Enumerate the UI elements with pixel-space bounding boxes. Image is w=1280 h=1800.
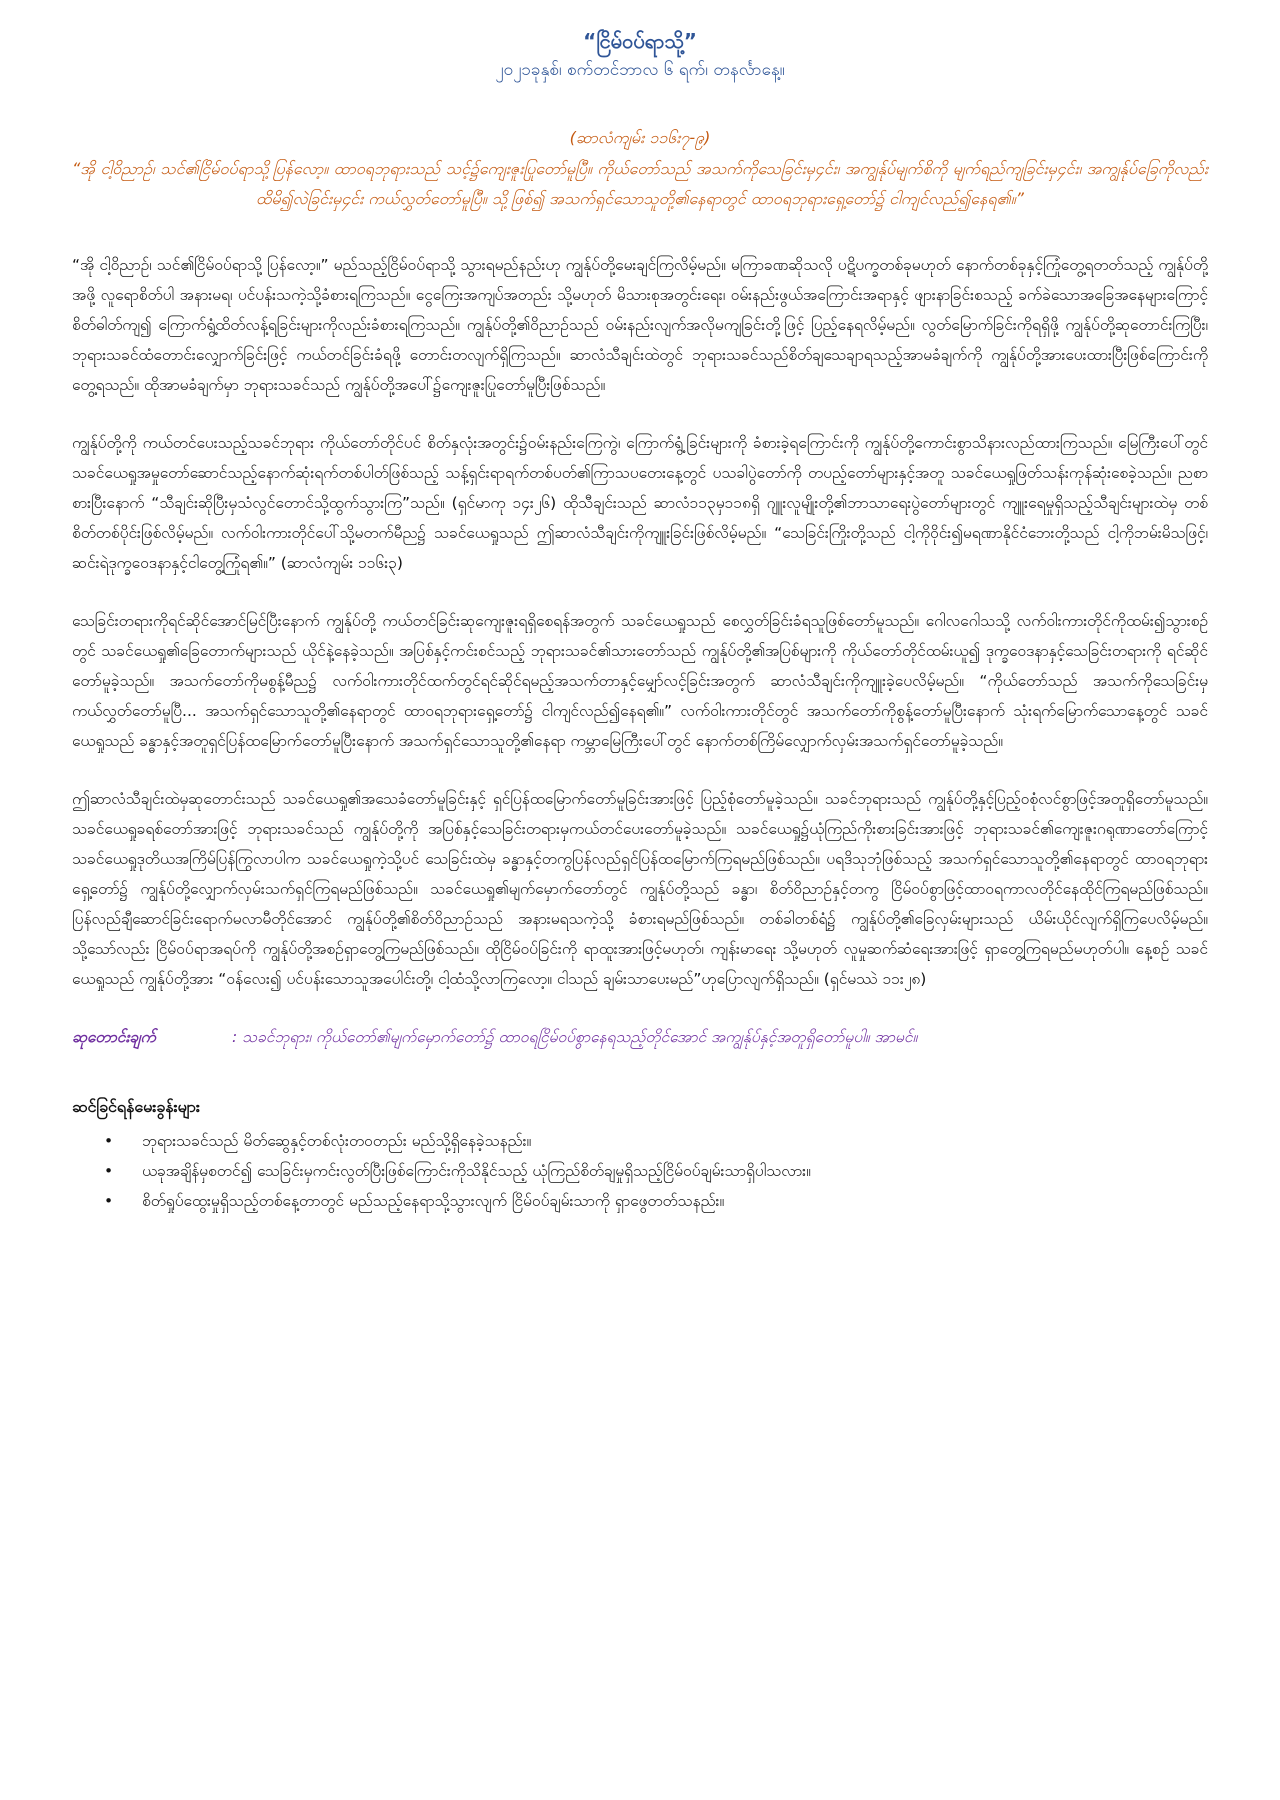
- bullet-dot-icon: •: [104, 1132, 114, 1150]
- list-item: [72, 1186, 1208, 1216]
- prayer-text: : သခင်ဘုရား၊ ကိုယ်တော်၏မျက်မှောက်တော်၌ ထာဝရငြိမ်ဝပ်စွာနေရသည့်တိုင်အောင် အကျွန်ုပ်နှင့်အတူရှိတော်မူပါ။ အာမင်။: [232, 1028, 918, 1046]
- scripture-reference: (ဆာလံကျမ်း ၁၁၆း၇-၉): [569, 128, 711, 147]
- date-line: ၂၀၂၁ခုနှစ်၊ စက်တင်ဘာလ ၆ ရက်၊ တနင်္လာနေ့။: [495, 60, 785, 80]
- scripture-verse: “အို ငါ့ဝိညာဉ်၊ သင်၏ငြိမ်ဝပ်ရာသို့ပြန်လော့။ ထာဝရဘုရားသည် သင့်၌ကျေးဇူးပြုတော်မူပြီ။ ကိုယ်တော်သည် အသက်ကိုသေခြင်းမှ၄င်း၊ အကျွန်ုပ်မျက်စိကို မျက်ရည်ကျခြင်းမှ၄င်း၊ အကျွန်ုပ်ခြေကိုလည်း ထိမိ၍လဲခြင်းမှ၄င်း ကယ်လွှတ်တော်မူပြီ။ သို့ဖြစ်၍ အသက်ရှင်သောသူတို့၏နေရာတွင် ထာဝရဘုရားရှေ့တော်၌ ငါကျင်လည်၍နေရ၏။”: [72, 159, 1208, 208]
- paragraph: ဤဆာလံသီချင်းထဲမှဆုတောင်းသည် သခင်ယေရှု၏အသေခံတော်မူခြင်းနှင့် ရှင်ပြန်ထမြောက်တော်မူခြင်းအားဖြင့် ပြည့်စုံတော်မူခဲ့သည်။ သခင်ဘုရားသည် ကျွန်ုပ်တို့နှင့်ပြည့်ဝစုံလင်စွာဖြင့်အတူရှိတော်မူသည်။ သခင်ယေရှုခရစ်တော်အားဖြင့် ဘုရားသခင်သည် ကျွန်ုပ်တို့ကို အပြစ်နှင့်သေခြင်းတရားမှကယ်တင်ပေးတော်မူခဲ့သည်။ သခင်ယေရှု၌ယုံကြည်ကိုးစားခြင်းအားဖြင့် ဘုရားသခင်၏ကျေးဇူးဂရုဏာတော်ကြောင့် သခင်ယေရှုဒုတိယအကြိမ်ပြန်ကြွလာပါက သခင်ယေရှုကဲ့သို့ပင် သေခြင်းထဲမှ ခန္ဓာနှင့်တကွပြန်လည်ရှင်ပြန်ထမြောက်ကြရမည်ဖြစ်သည်။ ပရဒိသုဘုံဖြစ်သည့် အသက်ရှင်သောသူတို့၏နေရာတွင် ထာဝရဘုရားရှေ့တော်၌ ကျွန်ုပ်တို့လျှောက်လှမ်းသက်ရှင်ကြရမည်ဖြစ်သည်။ သခင်ယေရှု၏မျက်မှောက်တော်တွင် ကျွန်ုပ်တို့သည် ခန္ဓာ၊ စိတ်ဝိညာဉ်နှင့်တကွ ငြိမ်ဝပ်စွာဖြင့်ထာဝရကာလတိုင်နေထိုင်ကြရမည်ဖြစ်သည်။ ပြန်လည်ချီဆောင်ခြင်းရောက်မလာမီတိုင်အောင် ကျွန်ုပ်တို့၏စိတ်ဝိညာဉ်သည် အနားမရသကဲ့သို့ ခံစားရမည်ဖြစ်သည်။ တစ်ခါတစ်ရံ၌ ကျွန်ုပ်တို့၏ခြေလှမ်းများသည် ယိမ်းယိုင်လျက်ရှိကြပေလိမ့်မည်။ သို့သော်လည်း ငြိမ်ဝပ်ရာအရပ်ကို ကျွန်ုပ်တို့အစဉ်ရှာတွေ့ကြမည်ဖြစ်သည်။ ထိုငြိမ်ဝပ်ခြင်းကို ရာထူးအားဖြင့်မဟုတ်၊ ကျန်းမာရေး သို့မဟုတ် လူမှုဆက်ဆံရေးအားဖြင့် ရှာတွေ့ကြရမည်မဟုတ်ပါ။ နေ့စဉ် သခင်ယေရှုသည် ကျွန်ုပ်တို့အား “ဝန်လေး၍ ပင်ပန်းသောသူအပေါင်းတို့၊ ငါ့ထံသို့လာကြလော့။ ငါသည် ချမ်းသာပေးမည်”ဟုပြောလျက်ရှိသည်။ (ရှင်မဿဲ ၁၁း၂၈): [72, 790, 1208, 988]
- bullet-dot-icon: •: [104, 1192, 114, 1210]
- questions-heading: ဆင်ခြင်ရန်မေးခွန်းများ: [72, 1097, 200, 1116]
- prayer-label: ဆုတောင်းချက်: [72, 1028, 156, 1046]
- paragraph: “အို ငါ့ဝိညာဉ်၊ သင်၏ငြိမ်ဝပ်ရာသို့ ပြန်လော့။” မည်သည့်ငြိမ်ဝပ်ရာသို့ သွားရမည်နည်းဟု ကျွန်ုပ်တို့မေးချင်ကြလိမ့်မည်။ မကြာခဏဆိုသလို ပဋိပက္ခတစ်ခုမဟုတ် နောက်တစ်ခုနှင့်ကြုံတွေ့ရတတ်သည့် ကျွန်ုပ်တို့အဖို့ လူရောစိတ်ပါ အနားမရ၊ ပင်ပန်းသကဲ့သို့ခံစားရကြသည်။ ငွေကြေးအကျပ်အတည်း သို့မဟုတ် မိသားစုအတွင်းရေး၊ ဝမ်းနည်းဖွယ်အကြောင်းအရာနှင့် ဖျားနာခြင်းစသည့် ခက်ခဲသောအခြေအနေများကြောင့် စိတ်ဓါတ်ကျ၍ ကြောက်ရွံ့ထိတ်လန့်ရခြင်းများကိုလည်းခံစားရကြသည်။ ကျွန်ုပ်တို့၏ဝိညာဉ်သည် ဝမ်းနည်းလျက်အလိုမကျခြင်းတို့ဖြင့် ပြည့်နေရလိမ့်မည်။ လွတ်မြောက်ခြင်းကိုရရှိဖို့ ကျွန်ုပ်တို့ဆုတောင်းကြပြီး၊ ဘုရားသခင်ထံတောင်းလျှောက်ခြင်းဖြင့် ကယ်တင်ခြင်းခံရဖို့ တောင်းတလျက်ရှိကြသည်။ ဆာလံသီချင်းထဲတွင် ဘုရားသခင်သည်စိတ်ချသေချာရသည့်အာမခံချက်ကို ကျွန်ုပ်တို့အားပေးထားပြီးဖြစ်ကြောင်းကိုတွေ့ရသည်။ ထိုအာမခံချက်မှာ ဘုရားသခင်သည် ကျွန်ုပ်တို့အပေါ်၌ကျေးဇူးပြုတော်မူပြီးဖြစ်သည်။: [72, 256, 1208, 394]
- devotional-body: [72, 250, 1208, 994]
- question-text: စိတ်ရှုပ်ထွေးမှုရှိသည့်တစ်နေ့တာတွင် မည်သည့်နေရာသို့သွားလျက် ငြိမ်ဝပ်ချမ်းသာကို ရှာဖွေတတ်သနည်း။: [142, 1192, 725, 1210]
- list-item: [72, 1156, 1208, 1186]
- page-title: “ငြိမ်ဝပ်ရာသို့”: [583, 29, 697, 53]
- bullet-dot-icon: •: [104, 1162, 114, 1180]
- prayer-block: [72, 1022, 1208, 1052]
- questions-list: [72, 1126, 1208, 1216]
- reflection-questions: [72, 1092, 1208, 1216]
- header: [72, 0, 1208, 84]
- list-item: [72, 1126, 1208, 1156]
- question-text: ယခုအချိန်မှစတင်၍ သေခြင်းမှကင်းလွတ်ပြီးဖြစ်ကြောင်းကိုသိနိုင်သည့် ယုံကြည်စိတ်ချမှုရှိသည့်ငြိမ်ဝပ်ချမ်းသာရှိပါသလား။: [142, 1162, 811, 1180]
- question-text: ဘုရားသခင်သည် မိတ်ဆွေနှင့်တစ်လုံးတဝတည်း မည်သို့ရှိနေခဲ့သနည်း။: [142, 1132, 532, 1150]
- paragraph: ကျွန်ုပ်တို့ကို ကယ်တင်ပေးသည့်သခင်ဘုရား ကိုယ်တော်တိုင်ပင် စိတ်နှလုံးအတွင်း၌ဝမ်းနည်းကြေကွဲ၊ ကြောက်ရွံ့ခြင်းများကို ခံစားခဲ့ရကြောင်းကို ကျွန်ုပ်တို့ကောင်းစွာသိနားလည်ထားကြသည်။ မြေကြီးပေါ်တွင် သခင်ယေရှုအမှုတော်ဆောင်သည့်နောက်ဆုံးရက်တစ်ပါတ်ဖြစ်သည့် သန့်ရှင်းရာရက်တစ်ပတ်၏ကြာသပတေးနေ့တွင် ပသခါပွဲတော်ကို တပည့်တော်များနှင့်အတူ သခင်ယေရှုဖြတ်သန်းကုန်ဆုံးစေခဲ့သည်။ ညစာစားပြီးနောက် “သီချင်းဆိုပြီးမှသံလွင်တောင်သို့ထွက်သွားကြ”သည်။ (ရှင်မာကု ၁၄း၂၆) ထိုသီချင်းသည် ဆာလံ၁၁၃မှ၁၁၈ရှိ ဂျူးလူမျိုးတို့၏ဘာသာရေးပွဲတော်များတွင် ကျူးရေမှုရှိသည့်သီချင်းများထဲမှ တစ်စိတ်တစ်ပိုင်းဖြစ်လိမ့်မည်။ လက်ဝါးကားတိုင်ပေါ်သို့မတက်မီည၌ သခင်ယေရှုသည် ဤဆာလံသီချင်းကိုကျူးခြင်းဖြစ်လိမ့်မည်။ “သေခြင်းကြိုးတို့သည် ငါ့ကိုဝိုင်း၍မရဏာနိုင်ငံဘေးတို့သည် ငါ့ကိုဘမ်းမိသဖြင့်၊ ဆင်းရဲဒုက္ခဝေဒနာနှင့်ငါတွေ့ကြုံရ၏။” (ဆာလံကျမ်း ၁၁၆း၃): [72, 434, 1208, 572]
- scripture-block: [72, 124, 1208, 214]
- paragraph: သေခြင်းတရားကိုရင်ဆိုင်အောင်မြင်ပြီးနောက် ကျွန်ုပ်တို့ ကယ်တင်ခြင်းဆုကျေးဇူးရရှိစေရန်အတွက် သခင်ယေရှုသည် စေလွှတ်ခြင်းခံရသူဖြစ်တော်မူသည်။ ဂေါလဂေါသသို့ လက်ဝါးကားတိုင်ကိုထမ်း၍သွားစဉ်တွင် သခင်ယေရှု၏ခြေတောက်များသည် ယိုင်နဲ့နေခဲ့သည်။ အပြစ်နှင့်ကင်းစင်သည့် ဘုရားသခင်၏သားတော်သည် ကျွန်ုပ်တို့၏အပြစ်များကို ကိုယ်တော်တိုင်ထမ်းယူ၍ ဒုက္ခဝေဒနာနှင့်သေခြင်းတရားကို ရင်ဆိုင်တော်မူခဲ့သည်။ အသက်တော်ကိုမစွန့်မီည၌ လက်ဝါးကားတိုင်ထက်တွင်ရင်ဆိုင်ရမည့်အသက်တာနှင့်မျှော်လင့်ခြင်းအတွက် ဆာလံသီချင်းကိုကျူးခဲ့ပေလိမ့်မည်။ “ကိုယ်တော်သည် အသက်ကိုသေခြင်းမှကယ်လွှတ်တော်မူပြီ... အသက်ရှင်သောသူတို့၏နေရာတွင် ထာဝရဘုရားရှေ့တော်၌ ငါကျင်လည်၍နေရ၏။” လက်ဝါးကားတိုင်တွင် အသက်တော်ကိုစွန့်တော်မူပြီးနောက် သုံးရက်မြောက်သောနေ့တွင် သခင်ယေရှုသည် ခန္ဓာနှင့်အတူရှင်ပြန်ထမြောက်တော်မူပြီးနောက် အသက်ရှင်သောသူတို့၏နေရာ ကမ္ဘာမြေကြီးပေါ်တွင် နောက်တစ်ကြိမ်လျှောက်လှမ်းအသက်ရှင်တော်မူခဲ့သည်။: [72, 612, 1208, 750]
